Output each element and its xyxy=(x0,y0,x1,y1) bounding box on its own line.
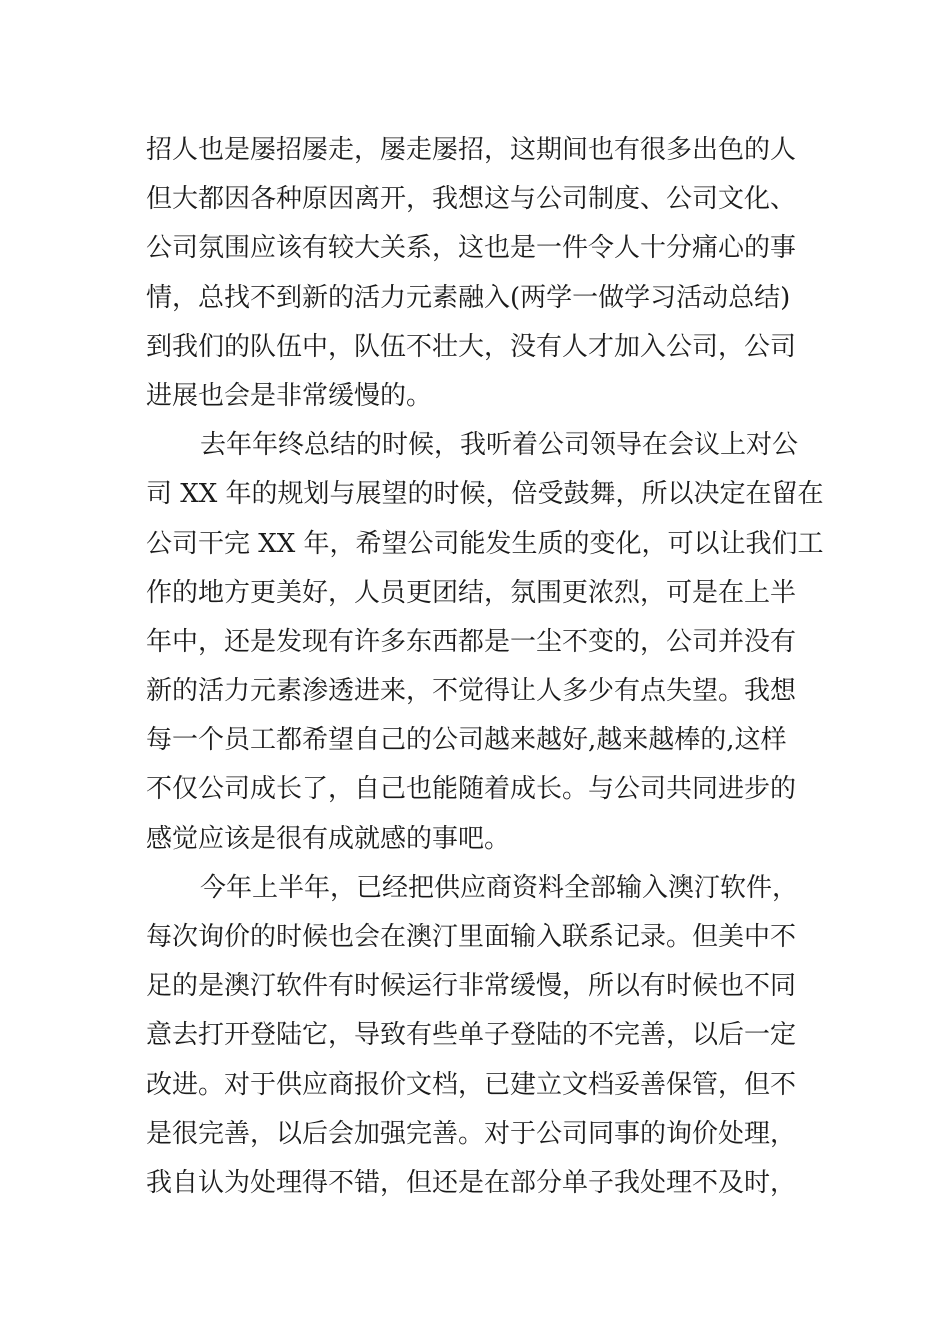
text-line: 足的是澳汀软件有时候运行非常缓慢，所以有时候也不同 xyxy=(146,971,797,1002)
text-line: 每一个员工都希望自己的公司越来越好,越来越棒的,这样 xyxy=(146,725,787,756)
text-line: 公司氛围应该有较大关系，这也是一件令人十分痛心的事 xyxy=(146,233,797,264)
text-line: 新的活力元素渗透进来，不觉得让人多少有点失望。我想 xyxy=(146,676,797,707)
text-line: 意去打开登陆它，导致有些单子登陆的不完善，以后一定 xyxy=(146,1020,797,1051)
text-line: 司 XX 年的规划与展望的时候，倍受鼓舞，所以决定在留在 xyxy=(146,479,824,510)
text-line: 是很完善，以后会加强完善。对于公司同事的询价处理， xyxy=(146,1118,797,1149)
text-line: 到我们的队伍中，队伍不壮大，没有人才加入公司，公司 xyxy=(146,331,797,362)
text-line: 不仅公司成长了，自己也能随着成长。与公司共同进步的 xyxy=(146,774,797,805)
document-body xyxy=(146,126,824,1208)
text-line: 每次询价的时候也会在澳汀里面输入联系记录。但美中不 xyxy=(146,922,797,952)
text-line: 作的地方更美好，人员更团结，氛围更浓烈，可是在上半 xyxy=(146,577,797,608)
text-line: 年中，还是发现有许多东西都是一尘不变的，公司并没有 xyxy=(146,626,797,657)
text-line: 公司干完 XX 年，希望公司能发生质的变化，可以让我们工 xyxy=(146,528,824,559)
text-line: 招人也是屡招屡走，屡走屡招，这期间也有很多出色的人 xyxy=(146,135,797,165)
text-line: 但大都因各种原因离开，我想这与公司制度、公司文化、 xyxy=(146,184,797,215)
text-line: 改进。对于供应商报价文档，已建立文档妥善保管，但不 xyxy=(146,1069,797,1100)
paragraph-first-line: 今年上半年，已经把供应商资料全部输入澳汀软件， xyxy=(200,872,799,903)
paragraph-first-line: 去年年终总结的时候，我听着公司领导在会议上对公 xyxy=(200,430,799,461)
text-line: 进展也会是非常缓慢的。 xyxy=(146,380,433,411)
text-line: 情，总找不到新的活力元素融入(两学一做学习活动总结) xyxy=(146,282,791,313)
text-line: 我自认为处理得不错，但还是在部分单子我处理不及时， xyxy=(146,1167,797,1198)
text-line: 感觉应该是很有成就感的事吧。 xyxy=(146,823,511,854)
